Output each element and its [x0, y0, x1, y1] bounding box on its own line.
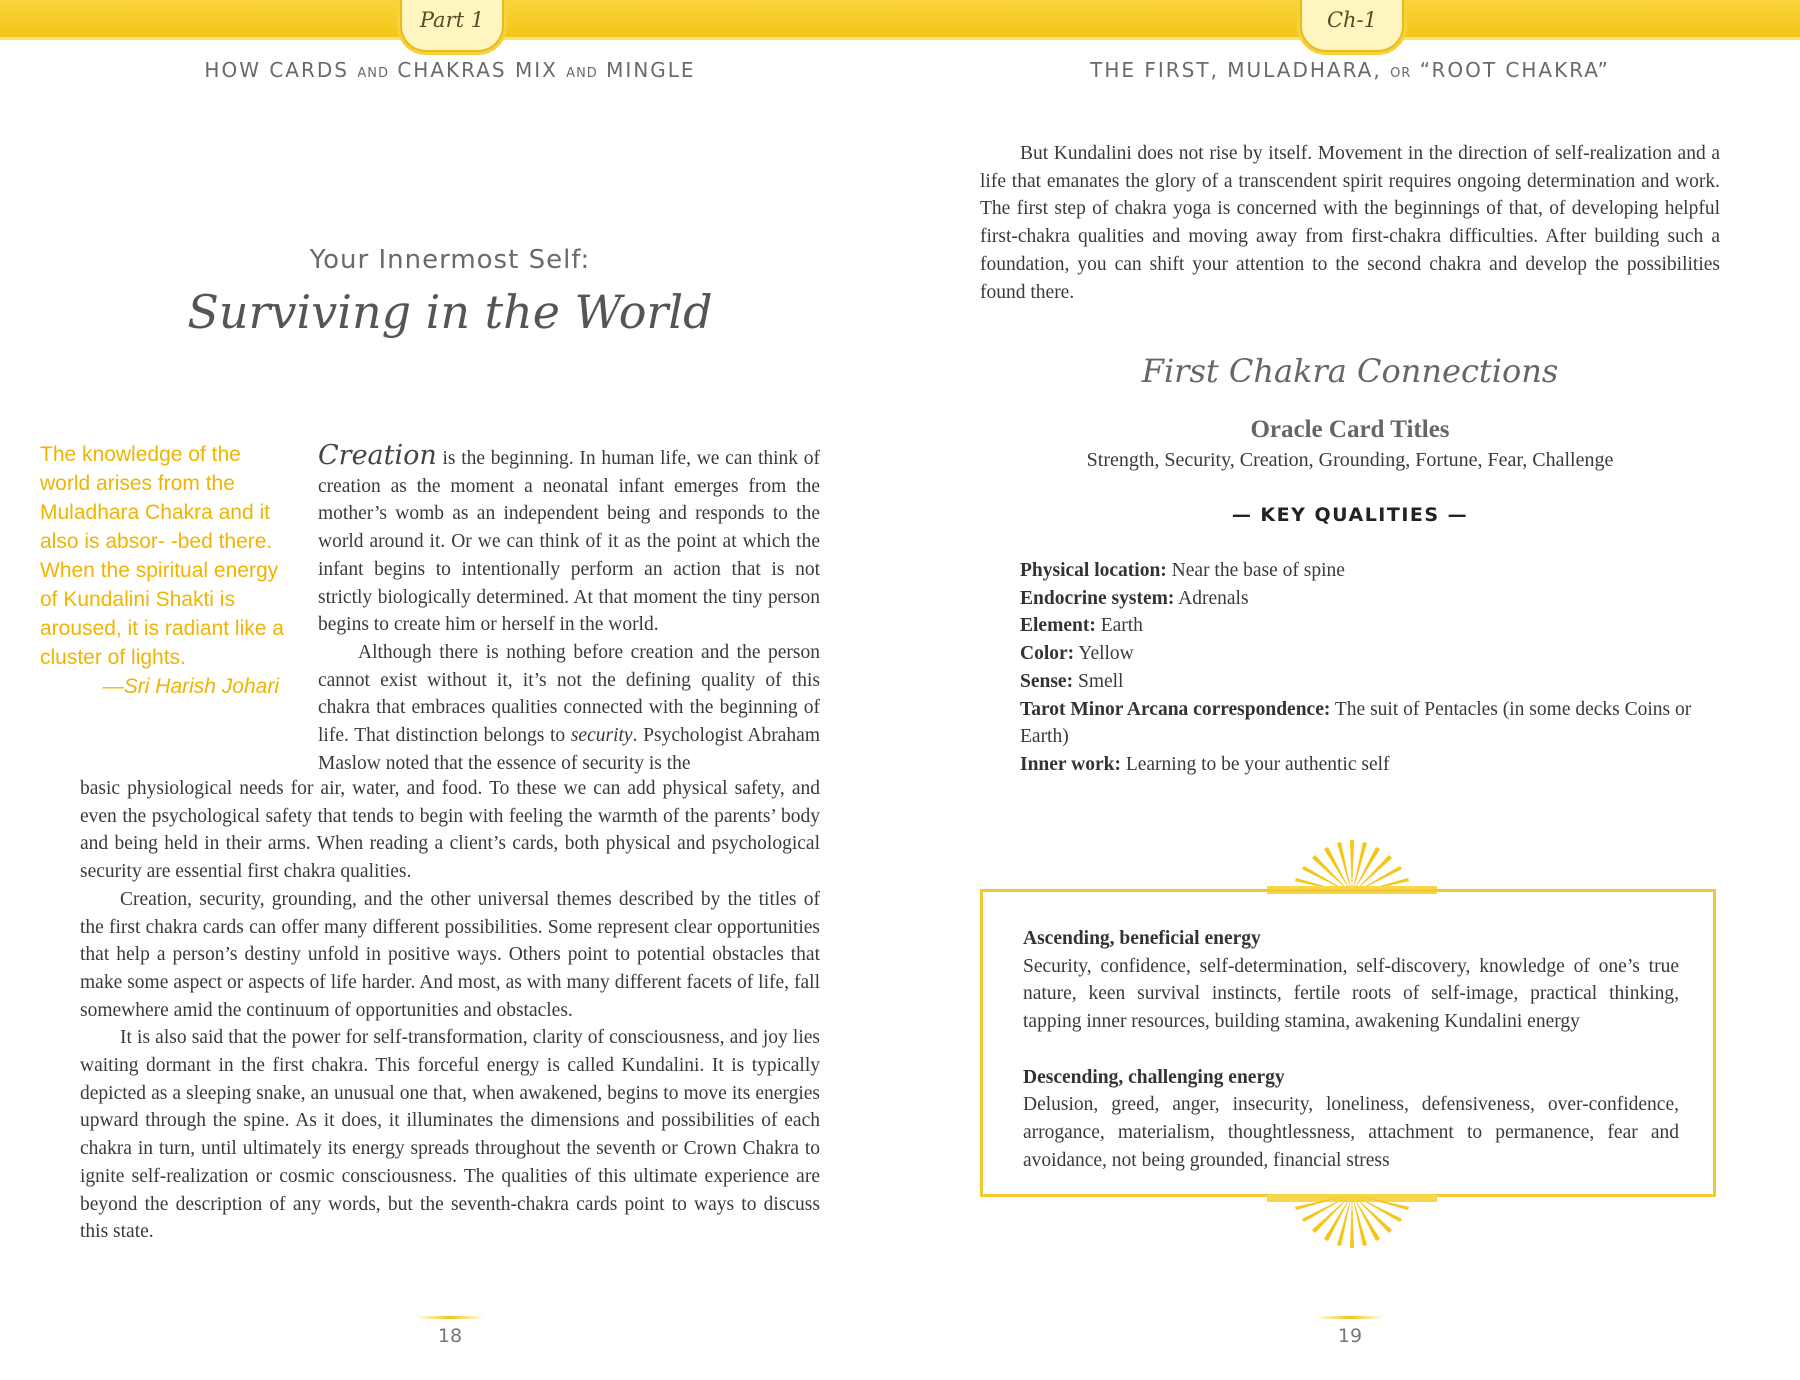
key-qualities-list [1020, 557, 1720, 779]
key-qualities-heading: — KEY QUALITIES — [1231, 504, 1469, 526]
running-head-word: MINGLE [606, 58, 696, 82]
lead-word: Creation [318, 440, 437, 471]
running-head-right [900, 58, 1800, 82]
folio-rule [416, 1316, 484, 1319]
running-head-word: AND [357, 66, 389, 81]
ascending-energy-text: Security, confidence, self-determination, self-discovery, knowledge of one’s true nature, keen survival instincts, fertile roots of self-image, practical thinking, tapping inner resources, building stamina, awakening Kundalini energy [1023, 955, 1679, 1033]
running-head-word: THE FIRST, MULADHARA, [1090, 58, 1382, 82]
chapter-tab: Ch-1 [1300, 0, 1404, 52]
running-head-left [0, 58, 900, 82]
quality-value: Near the base of spine [1166, 560, 1345, 581]
quality-item [1020, 696, 1720, 751]
quality-item [1020, 612, 1720, 640]
page-number: 19 [1337, 1325, 1363, 1347]
quality-label: Element: [1020, 615, 1096, 637]
quality-value: Yellow [1074, 643, 1134, 665]
quality-label: Physical location: [1020, 560, 1167, 581]
energy-content [1023, 925, 1679, 1174]
descending-energy-text: Delusion, greed, anger, insecurity, loneliness, defensiveness, over-confidence, arrogance, materialism, thoughtlessness, attachment to permanence, fear and avoidance, not being grounded, financial stress [1023, 1094, 1679, 1171]
quality-value: Smell [1073, 670, 1124, 692]
paragraph [318, 639, 820, 778]
section-heading: First Chakra Connections [1141, 352, 1559, 390]
energy-box [980, 889, 1716, 1197]
pull-quote-text: The knowledge of the world arises from the Muladhara Chakra and it also is absor- -bed there. When the spiritual energy of Kundalini Shakti is aroused, it is radiant like a cluster of lights. [40, 443, 284, 669]
paragraph: Creation, security, grounding, and the other universal themes described by the titles of the first chakra cards can offer many different possibilities. Some represent clear opportunities that help a person’s destiny unfold in positive ways. Others point to potential obstacles that make some aspect or aspects of life harder. And most, as with many different facets of life, fall somewhere amid the continuum of opportunities and obstacles. [80, 888, 820, 1021]
paragraph: It is also said that the power for self-transformation, clarity of consciousness, and joy lies waiting dormant in the first chakra. This forceful energy is called Kundalini. It is typically depicted as a sleeping snake, an unusual one that, when awakened, begins to move its energies upward through the spine. As it does, it illuminates the dimensions and possibilities of each chakra in turn, until ultimately its energy spreads throughout the seventh or Crown Chakra to ignite self-realization or cosmic consciousness. The qualities of this ultimate experience are beyond the description of any words, but the seventh-chakra cards point to ways to discuss this state. [80, 1027, 820, 1243]
spacer [1023, 1036, 1679, 1064]
running-head-word: AND [566, 66, 598, 81]
running-head-word: HOW CARDS [204, 58, 349, 82]
emphasis-text: security [570, 725, 633, 747]
paragraph: But Kundalini does not rise by itself. Movement in the direction of self-realization and a life that emanates the glory of a transcendent spirit requires ongoing determination and work. The first step of chakra yoga is concerned with the beginnings of that, of developing helpful first-chakra qualities and moving away from first-chakra difficulties. After building such a foundation, you can shift your attention to the second chakra and develop the possibilities found there. [980, 143, 1720, 303]
quality-value: The suit of Pentacles (in some decks Coins or Earth) [1020, 698, 1692, 748]
quality-value: Earth [1095, 615, 1143, 637]
quality-label: Tarot Minor Arcana correspondence: [1020, 698, 1331, 720]
paragraph [318, 442, 820, 639]
part-tab: Part 1 [400, 0, 504, 52]
right-page [900, 0, 1800, 1380]
running-head-word: CHAKRAS MIX [397, 58, 558, 82]
pull-quote [40, 440, 285, 701]
running-head-word: OR [1390, 66, 1412, 81]
oracle-card-list: Strength, Security, Creation, Grounding, Fortune, Fear, Challenge [1086, 449, 1614, 471]
chapter-title-pre: Your Innermost Self: [309, 245, 591, 275]
chapter-title: Surviving in the World [187, 285, 713, 339]
quality-item [1020, 557, 1720, 585]
quality-item [1020, 668, 1720, 696]
ascending-energy-heading: Ascending, beneficial energy [1023, 928, 1261, 949]
quality-label: Endocrine system: [1020, 587, 1175, 609]
quality-label: Inner work: [1020, 753, 1121, 775]
pull-quote-attribution: —Sri Harish Johari [102, 675, 279, 698]
running-head-word: “ROOT CHAKRA” [1419, 58, 1610, 82]
body-column-narrow [318, 442, 820, 777]
paragraph-text: . Psychologist Abraham Maslow noted that the essence of security is the [318, 725, 820, 774]
quality-value: Adrenals [1174, 587, 1249, 609]
quality-item [1020, 751, 1720, 779]
sunburst-ornament-top [1267, 838, 1437, 894]
intro-paragraph [980, 140, 1720, 306]
page-number: 18 [437, 1325, 463, 1347]
sunburst-ornament-bottom [1267, 1194, 1437, 1250]
quality-label: Color: [1020, 643, 1075, 665]
paragraph-text: is the beginning. In human life, we can think of creation as the moment a neonatal infant emerges from the mother’s womb as an independent being and responds to the world around it. Or we can think of it as the point at which the infant begins to intentionally perform an action that is not strictly biologically determined. At that moment the tiny person begins to create him or herself in the world. [318, 448, 820, 636]
paragraph: basic physiological needs for air, water, and food. To these we can add physical safety, and even the psychological safety that tends to begin with feeling the warmth of the parents’ body and being held in their arms. When reading a client’s cards, both physical and psychological security are essential first chakra qualities. [80, 778, 820, 883]
descending-energy-heading: Descending, challenging energy [1023, 1066, 1285, 1088]
folio-rule [1316, 1316, 1384, 1319]
body-column-wide [80, 775, 820, 1246]
quality-item [1020, 640, 1720, 668]
oracle-card-titles-heading: Oracle Card Titles [1250, 416, 1450, 443]
paragraph-text: Although there is nothing before creation and the person cannot exist without it, it’s not the defining quality of this chakra that embraces qualities connected with the beginning of life. That distinction belongs to [318, 641, 820, 747]
quality-item [1020, 585, 1720, 613]
quality-value: Learning to be your authentic self [1120, 753, 1390, 775]
quality-label: Sense: [1020, 670, 1074, 692]
